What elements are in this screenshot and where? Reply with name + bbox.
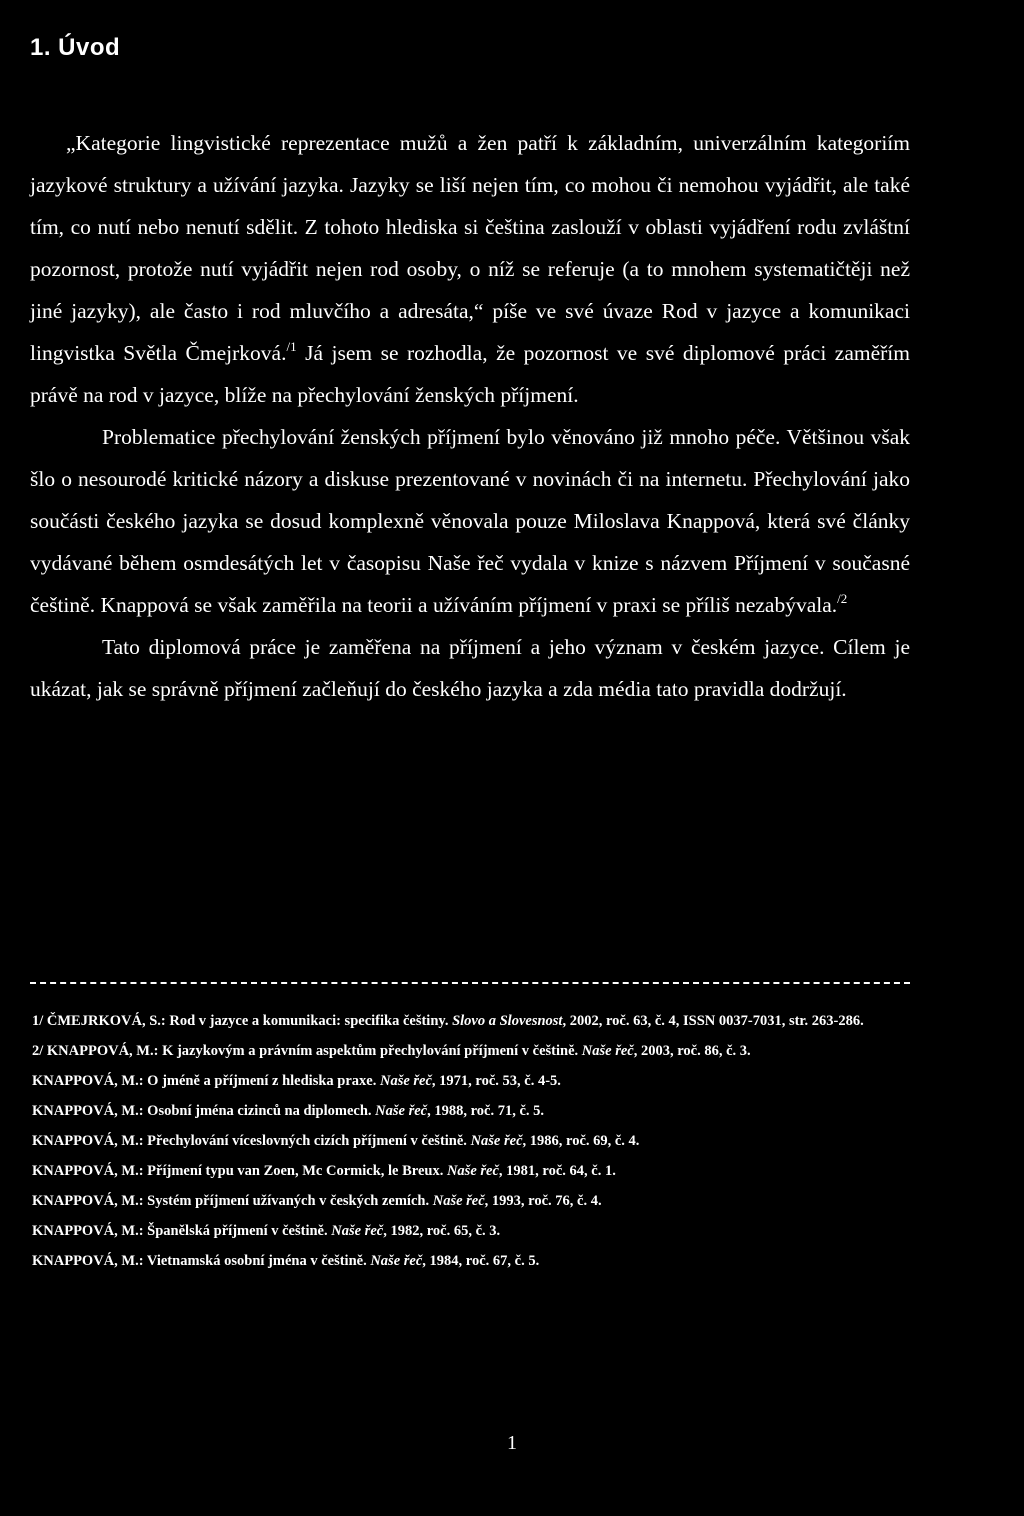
- footnote-source: Naše řeč: [432, 1193, 485, 1209]
- footnote-source: Slovo a Slovesnost: [452, 1013, 563, 1029]
- footnote-text: 2/ KNAPPOVÁ, M.: K jazykovým a právním aspektům přechylování příjmení v češtině.: [32, 1043, 582, 1059]
- footnote-marker-1: /1: [286, 339, 297, 354]
- footnote-source: Naše řeč: [446, 1163, 499, 1179]
- page-number: 1: [507, 1432, 517, 1454]
- paragraph-1-continuation: Já jsem se rozhodla, že pozornost ve své diplomové práci zaměřím právě na rod v jazyce, blíže na přechylování ženských příjmení.: [30, 341, 911, 407]
- footnote: [32, 1066, 932, 1096]
- footnote: [32, 1186, 932, 1216]
- footnote-details: , 1986, roč. 69, č. 4.: [522, 1133, 640, 1149]
- paragraph-3: Tato diplomová práce je zaměřena na příjmení a jeho význam v českém jazyce. Cílem je ukázat, jak se správně příjmení začleňují do českého jazyka a zda média tato pravidla dodržují.: [30, 635, 910, 701]
- footnote-text: KNAPPOVÁ, M.: Příjmení typu van Zoen, Mc Cormick, le Breux.: [32, 1163, 447, 1179]
- footnote-details: , 2002, roč. 63, č. 4, ISSN 0037-7031, str. 263-286.: [562, 1013, 864, 1029]
- footnote-source: Naše řeč: [375, 1103, 428, 1119]
- chapter-heading: 1. Úvod: [30, 34, 121, 61]
- footnote-source: Naše řeč: [379, 1073, 432, 1089]
- footnote-source: Naše řeč: [470, 1133, 523, 1149]
- footnote-details: , 1982, roč. 65, č. 3.: [383, 1223, 501, 1239]
- paragraph-1: [30, 122, 910, 416]
- footnote-separator: [30, 982, 910, 984]
- footnote: [32, 1156, 932, 1186]
- paragraph-1-text: „Kategorie lingvistické reprezentace mužů a žen patří k základním, univerzálním kategoriím jazykové struktury a užívání jazyka. Jazyky se liší nejen tím, co mohou či nemohou vyjádřit, ale také tím, co nutí nebo nenutí sdělit. Z tohoto hlediska si čeština zaslouží v oblasti vyjádření rodu zvláštní pozornost, protože nutí vyjádřit nejen rod osoby, o níž se referuje (a to mnohem systematičtěji než jiné jazyky), ale často i rod mluvčího a adresáta,“ píše ve své úvaze Rod v jazyce a komunikaci lingvistka Světla Čmejrková.: [30, 131, 910, 365]
- footnote-details: , 1988, roč. 71, č. 5.: [427, 1103, 545, 1119]
- footnote-text: KNAPPOVÁ, M.: Vietnamská osobní jména v češtině.: [32, 1253, 371, 1269]
- footnote-text: KNAPPOVÁ, M.: Osobní jména cizinců na diplomech.: [32, 1103, 376, 1119]
- footnote-details: , 1993, roč. 76, č. 4.: [484, 1193, 602, 1209]
- footnote-text: KNAPPOVÁ, M.: O jméně a příjmení z hlediska praxe.: [32, 1073, 380, 1089]
- footnote-details: , 1971, roč. 53, č. 4-5.: [431, 1073, 561, 1089]
- footnote-details: , 2003, roč. 86, č. 3.: [633, 1043, 751, 1059]
- paragraph-2: [30, 416, 910, 626]
- footnote: [32, 1036, 932, 1066]
- footnote: [32, 1096, 932, 1126]
- footnote-text: 1/ ČMEJRKOVÁ, S.: Rod v jazyce a komunikaci: specifika češtiny.: [32, 1013, 453, 1029]
- footnote-marker-2: /2: [837, 591, 848, 606]
- footnote: [32, 1006, 912, 1036]
- footnote-text: KNAPPOVÁ, M.: Systém příjmení užívaných v českých zemích.: [32, 1193, 433, 1209]
- footnote-details: , 1981, roč. 64, č. 1.: [498, 1163, 616, 1179]
- footnote-text: KNAPPOVÁ, M.: Španělská příjmení v češtině.: [32, 1223, 332, 1239]
- footnote-source: Naše řeč: [370, 1253, 423, 1269]
- footnote-source: Naše řeč: [331, 1223, 384, 1239]
- footnote: [32, 1246, 932, 1276]
- footnote-source: Naše řeč: [581, 1043, 634, 1059]
- footnote-text: KNAPPOVÁ, M.: Přechylování víceslovných cizích příjmení v češtině.: [32, 1133, 471, 1149]
- footnote: [32, 1216, 932, 1246]
- footnotes: [32, 1006, 932, 1276]
- footnote: [32, 1126, 932, 1156]
- paragraph-2-text: Problematice přechylování ženských příjmení bylo věnováno již mnoho péče. Většinou však šlo o nesourodé kritické názory a diskuse prezentované v novinách či na internetu. Přechylování jako součásti českého jazyka se dosud komplexně věnovala pouze Miloslava Knappová, která své články vydávané během osmdesátých let v časopisu Naše řeč vydala v knize s názvem Příjmení v současné češtině. Knappová se však zaměřila na teorii a užíváním příjmení v praxi se příliš nezabývala.: [30, 425, 910, 617]
- body-text: [30, 122, 910, 710]
- footnote-details: , 1984, roč. 67, č. 5.: [422, 1253, 540, 1269]
